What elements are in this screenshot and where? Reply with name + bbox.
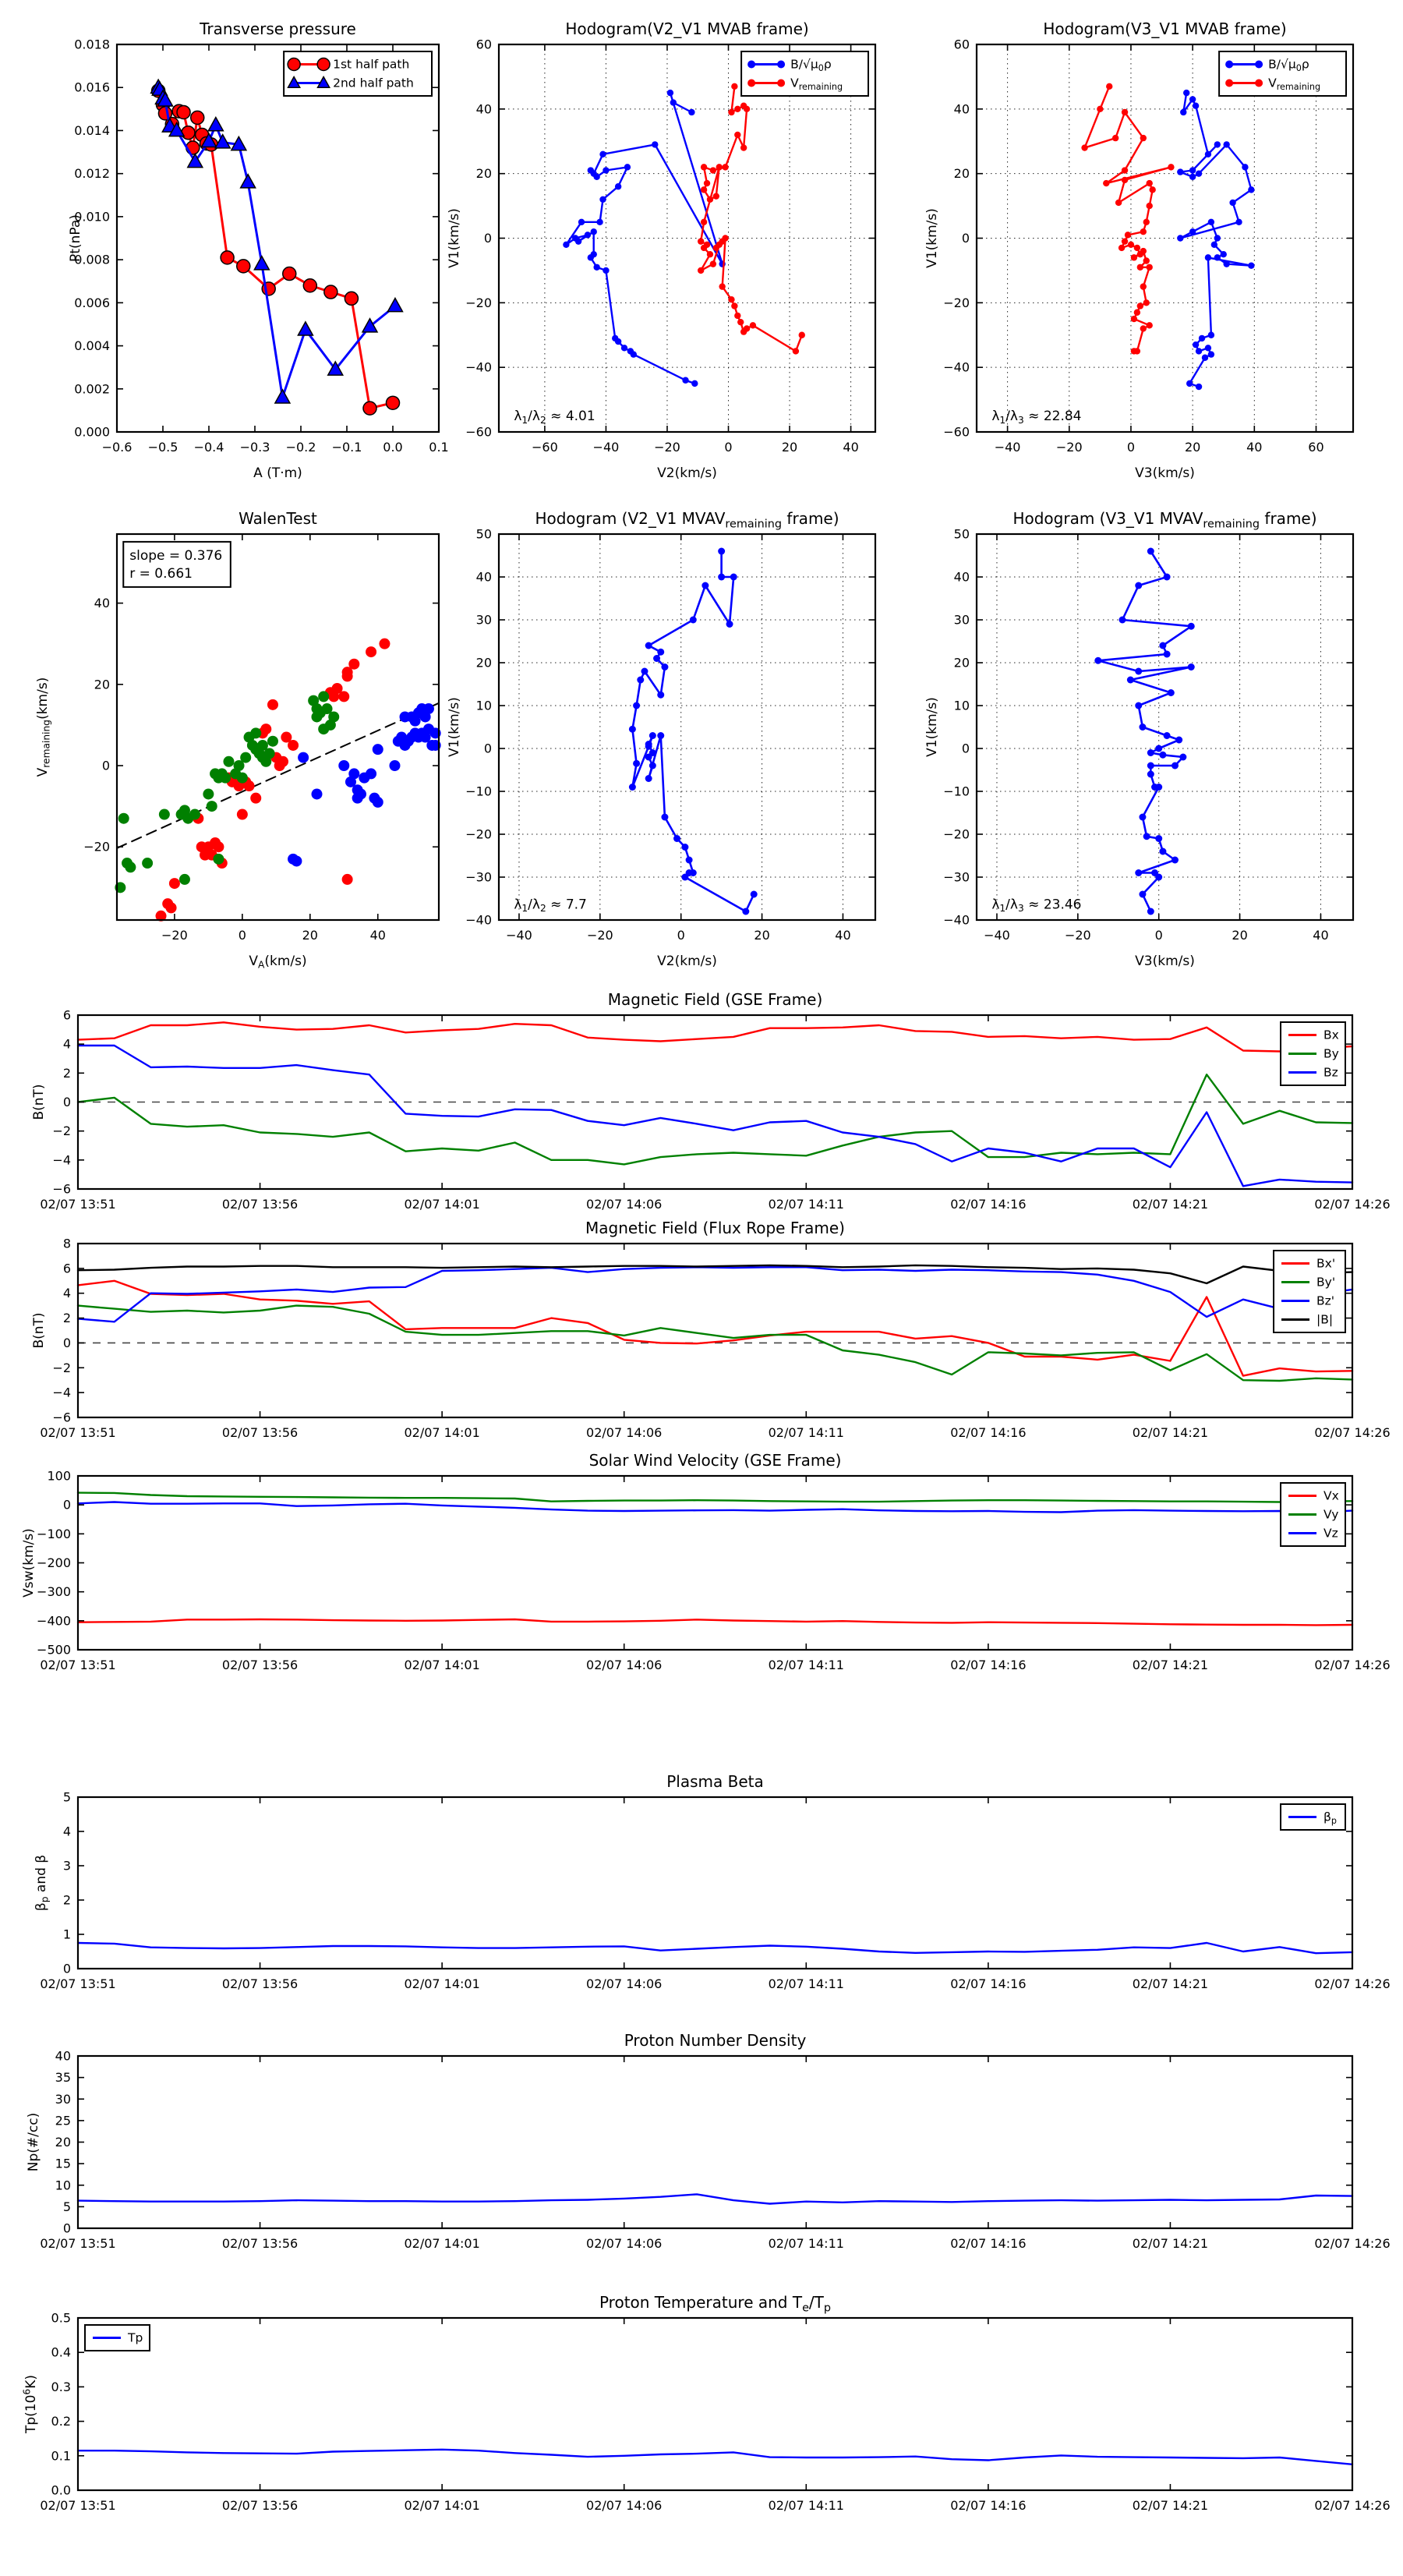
svg-text:Plasma Beta: Plasma Beta: [666, 1772, 764, 1791]
svg-text:−0.5: −0.5: [147, 440, 178, 455]
svg-text:Hodogram (V3_V1 MVAVremaining: Hodogram (V3_V1 $MVAV_{remaining}$ frame): [1012, 509, 1317, 531]
svg-text:0: 0: [62, 1335, 71, 1350]
svg-text:−60: −60: [532, 440, 558, 455]
svg-text:60: 60: [1308, 440, 1324, 455]
svg-text:2: 2: [62, 1065, 71, 1081]
svg-text:0: 0: [62, 1497, 71, 1513]
svg-text:3: 3: [62, 1858, 71, 1874]
svg-text:6: 6: [62, 1261, 71, 1276]
svg-text:02/07 13:56: 02/07 13:56: [221, 1425, 299, 1440]
proton-number-density: [26, 2031, 1391, 2251]
svg-text:02/07 14:26: 02/07 14:26: [1314, 1197, 1391, 1212]
svg-text:−60: −60: [943, 424, 970, 440]
svg-text:−40: −40: [465, 912, 492, 928]
svg-text:02/07 14:01: 02/07 14:01: [404, 1425, 480, 1440]
walen-test: [35, 509, 441, 971]
svg-text:02/07 13:51: 02/07 13:51: [40, 1658, 116, 1672]
svg-text:02/07 14:16: 02/07 14:16: [950, 1976, 1027, 1991]
svg-text:40: 40: [475, 101, 492, 117]
svg-text:0: 0: [101, 758, 110, 773]
svg-text:0: 0: [483, 741, 492, 756]
svg-text:30: 30: [475, 612, 492, 628]
svg-text:20: 20: [953, 166, 970, 182]
svg-text:Vremaining: $V_{remaining}$: [1268, 76, 1321, 92]
svg-text:02/07 13:51: 02/07 13:51: [40, 1197, 116, 1212]
svg-text:0.018: 0.018: [74, 37, 110, 52]
svg-text:10: 10: [475, 698, 492, 713]
svg-text:02/07 14:16: 02/07 14:16: [950, 1197, 1027, 1212]
svg-text:40: 40: [1246, 440, 1263, 455]
svg-text:0: 0: [62, 1961, 71, 1976]
svg-text:−500: −500: [37, 1642, 71, 1658]
hodogram-v3v1-mvav: [924, 509, 1353, 969]
svg-text:40: 40: [94, 596, 110, 611]
svg-text:0.004: 0.004: [74, 338, 110, 354]
svg-text:Hodogram (V2_V1 MVAVremaining: Hodogram (V2_V1 $MVAV_{remaining}$ frame): [535, 509, 839, 531]
svg-text:4: 4: [62, 1824, 71, 1839]
svg-text:0.2: 0.2: [51, 2414, 71, 2429]
svg-text:Magnetic Field (Flux Rope Fram: Magnetic Field (Flux Rope Frame): [585, 1219, 845, 1237]
svg-text:8: 8: [62, 1236, 71, 1251]
svg-text:4: 4: [62, 1286, 71, 1301]
svg-text:02/07 14:26: 02/07 14:26: [1314, 2236, 1391, 2251]
svg-text:40: 40: [843, 440, 859, 455]
svg-text:5: 5: [62, 2199, 71, 2214]
svg-text:Vz: Vz: [1323, 1526, 1338, 1541]
svg-text:0.4: 0.4: [51, 2344, 71, 2360]
svg-text:|B|: |B|: [1316, 1312, 1334, 1327]
svg-text:10: 10: [953, 698, 970, 713]
svg-text:λ1/λ3 ≈ 23.46: $\lambda_1/\lambda_3 \approx 23.46$: [991, 897, 1082, 915]
svg-text:−100: −100: [37, 1526, 71, 1541]
hodogram-v2v1-mvab: [447, 19, 875, 481]
svg-text:20: 20: [1184, 440, 1201, 455]
svg-text:0.5: 0.5: [51, 2310, 71, 2326]
svg-text:02/07 14:06: 02/07 14:06: [586, 1425, 663, 1440]
svg-text:0: 0: [62, 1095, 71, 1109]
svg-text:20: 20: [1232, 928, 1248, 943]
svg-text:Transverse pressure: Transverse pressure: [200, 19, 356, 38]
svg-text:V2(km/s): V2(km/s): [657, 465, 717, 481]
svg-text:−4: −4: [52, 1152, 71, 1168]
svg-text:02/07 14:16: 02/07 14:16: [950, 1658, 1027, 1672]
svg-text:60: 60: [953, 37, 970, 52]
svg-text:40: 40: [1313, 928, 1329, 943]
svg-text:λ1/λ2 ≈ 7.7: $\lambda_1/\lambda_2 \approx 7.7$: [514, 897, 587, 915]
svg-text:Bx': Bx': [1316, 1256, 1336, 1271]
svg-text:40: 40: [55, 2048, 71, 2064]
svg-text:−30: −30: [465, 869, 492, 885]
svg-text:15: 15: [55, 2156, 71, 2171]
svg-text:−20: −20: [465, 295, 492, 310]
svg-text:Proton Temperature and Te/Tp: Proton Temperature and $T_e/T_p$: [599, 2293, 832, 2315]
svg-text:02/07 13:56: 02/07 13:56: [221, 1197, 299, 1212]
svg-text:20: 20: [953, 655, 970, 671]
svg-text:−20: −20: [943, 826, 970, 842]
svg-text:Bx: Bx: [1323, 1028, 1339, 1042]
svg-text:V1(km/s): V1(km/s): [924, 208, 940, 268]
svg-text:02/07 14:26: 02/07 14:26: [1314, 1658, 1391, 1672]
svg-text:−2: −2: [52, 1360, 71, 1375]
svg-text:By': By': [1316, 1275, 1336, 1290]
magnetic-field-gse: [31, 990, 1391, 1212]
svg-text:V1(km/s): V1(km/s): [447, 208, 462, 268]
svg-text:02/07 14:11: 02/07 14:11: [768, 1976, 844, 1991]
svg-text:02/07 14:11: 02/07 14:11: [768, 2498, 844, 2513]
svg-text:Hodogram(V2_V1 MVAB frame): Hodogram(V2_V1 MVAB frame): [565, 19, 809, 38]
svg-text:−200: −200: [37, 1555, 71, 1570]
svg-text:0.3: 0.3: [51, 2379, 71, 2394]
svg-text:−40: −40: [943, 912, 970, 928]
svg-text:−400: −400: [37, 1613, 71, 1629]
svg-text:λ1/λ2 ≈ 4.01: $\lambda_1/\lambda_2 \approx 4.01$: [514, 409, 595, 426]
svg-text:−40: −40: [943, 359, 970, 375]
svg-text:02/07 14:21: 02/07 14:21: [1132, 1976, 1209, 1991]
transverse-pressure: [68, 19, 449, 481]
svg-text:−6: −6: [52, 1410, 71, 1425]
svg-text:slope = 0.376: slope = 0.376: [129, 547, 223, 564]
magnetic-field-flux-rope: [31, 1219, 1391, 1440]
svg-text:0.0: 0.0: [383, 440, 403, 455]
svg-text:0.1: 0.1: [429, 440, 449, 455]
svg-text:−20: −20: [654, 440, 680, 455]
svg-text:Bz: Bz: [1323, 1065, 1338, 1080]
svg-text:−20: −20: [83, 839, 110, 855]
svg-text:02/07 14:21: 02/07 14:21: [1132, 2236, 1209, 2251]
svg-text:02/07 14:11: 02/07 14:11: [768, 1197, 844, 1212]
svg-text:02/07 13:56: 02/07 13:56: [221, 2498, 299, 2513]
svg-text:02/07 14:26: 02/07 14:26: [1314, 1976, 1391, 1991]
svg-text:0.1: 0.1: [51, 2448, 71, 2464]
svg-text:02/07 13:51: 02/07 13:51: [40, 1425, 116, 1440]
svg-text:−20: −20: [465, 826, 492, 842]
svg-text:100: 100: [47, 1468, 71, 1484]
svg-text:2nd half path: 2nd half path: [333, 76, 414, 90]
svg-text:WalenTest: WalenTest: [239, 509, 317, 528]
svg-text:02/07 14:21: 02/07 14:21: [1132, 1658, 1209, 1672]
svg-text:02/07 13:51: 02/07 13:51: [40, 1976, 116, 1991]
svg-text:02/07 14:01: 02/07 14:01: [404, 2498, 480, 2513]
svg-text:−10: −10: [465, 784, 492, 799]
svg-text:B(nT): B(nT): [31, 1312, 47, 1349]
svg-text:−0.2: −0.2: [285, 440, 316, 455]
svg-text:−0.6: −0.6: [101, 440, 133, 455]
svg-text:02/07 13:56: 02/07 13:56: [221, 1658, 299, 1672]
svg-text:V3(km/s): V3(km/s): [1135, 465, 1195, 481]
svg-text:4: 4: [62, 1036, 71, 1052]
svg-text:0.012: 0.012: [74, 166, 110, 182]
svg-text:30: 30: [953, 612, 970, 628]
svg-text:2: 2: [62, 1892, 71, 1908]
plasma-beta: [34, 1772, 1391, 1991]
svg-text:r = 0.661: r = 0.661: [129, 565, 193, 582]
svg-text:−6: −6: [52, 1181, 71, 1197]
svg-text:0: 0: [961, 231, 970, 246]
svg-text:0: 0: [238, 928, 246, 943]
svg-text:V3(km/s): V3(km/s): [1135, 954, 1195, 969]
svg-text:2: 2: [62, 1311, 71, 1326]
svg-text:25: 25: [55, 2113, 71, 2128]
svg-text:0.000: 0.000: [74, 424, 110, 440]
svg-text:02/07 14:01: 02/07 14:01: [404, 1658, 480, 1672]
svg-text:40: 40: [953, 569, 970, 585]
svg-text:−4: −4: [52, 1385, 71, 1400]
svg-text:B(nT): B(nT): [31, 1084, 47, 1120]
svg-text:−20: −20: [1064, 928, 1091, 943]
svg-text:50: 50: [475, 526, 492, 542]
svg-text:V2(km/s): V2(km/s): [657, 954, 717, 969]
svg-text:02/07 13:56: 02/07 13:56: [221, 1976, 299, 1991]
svg-text:02/07 14:26: 02/07 14:26: [1314, 1425, 1391, 1440]
svg-text:V1(km/s): V1(km/s): [447, 697, 462, 757]
svg-text:20: 20: [94, 677, 110, 692]
svg-text:−2: −2: [52, 1123, 71, 1139]
svg-text:02/07 14:11: 02/07 14:11: [768, 1658, 844, 1672]
svg-text:0: 0: [1126, 440, 1136, 455]
svg-text:20: 20: [475, 166, 492, 182]
svg-text:λ1/λ3 ≈ 22.84: $\lambda_1/\lambda_3 \approx 22.84$: [991, 409, 1082, 426]
svg-text:40: 40: [835, 928, 851, 943]
svg-text:02/07 13:56: 02/07 13:56: [221, 2236, 299, 2251]
svg-text:Vy: Vy: [1323, 1507, 1339, 1522]
svg-text:02/07 13:51: 02/07 13:51: [40, 2498, 116, 2513]
svg-text:02/07 14:06: 02/07 14:06: [586, 2236, 663, 2251]
svg-text:02/07 14:21: 02/07 14:21: [1132, 2498, 1209, 2513]
svg-text:Pt(nPa): Pt(nPa): [68, 214, 83, 262]
svg-text:5: 5: [62, 1789, 71, 1805]
svg-text:VA(km/s): $V_A(km/s)$: [249, 954, 307, 971]
svg-text:Solar Wind Velocity (GSE Frame: Solar Wind Velocity (GSE Frame): [588, 1451, 842, 1470]
svg-text:Vx: Vx: [1323, 1488, 1339, 1503]
svg-text:02/07 14:21: 02/07 14:21: [1132, 1425, 1209, 1440]
svg-text:0: 0: [483, 231, 492, 246]
svg-text:Magnetic Field (GSE Frame): Magnetic Field (GSE Frame): [607, 990, 823, 1009]
svg-text:50: 50: [953, 526, 970, 542]
svg-text:Vsw(km/s): Vsw(km/s): [21, 1528, 37, 1598]
hodogram-v3v1-mvab: [924, 19, 1353, 481]
svg-text:6: 6: [62, 1007, 71, 1023]
svg-text:−20: −20: [161, 928, 188, 943]
svg-text:40: 40: [953, 101, 970, 117]
svg-text:60: 60: [475, 37, 492, 52]
svg-text:02/07 14:11: 02/07 14:11: [768, 1425, 844, 1440]
svg-text:0: 0: [62, 2220, 71, 2236]
svg-text:−30: −30: [943, 869, 970, 885]
svg-text:20: 20: [475, 655, 492, 671]
svg-text:Proton Number Density: Proton Number Density: [624, 2031, 807, 2050]
svg-text:B/√μ0ρ: $B/√\mu_0\rho$: [790, 57, 832, 73]
svg-text:−40: −40: [592, 440, 620, 455]
svg-text:02/07 14:06: 02/07 14:06: [586, 1976, 663, 1991]
svg-text:−60: −60: [465, 424, 492, 440]
svg-text:10: 10: [55, 2178, 71, 2193]
svg-text:Np(#/cc): Np(#/cc): [26, 2112, 41, 2172]
svg-text:0.010: 0.010: [74, 209, 110, 225]
svg-text:Bz': Bz': [1316, 1293, 1335, 1308]
svg-text:02/07 13:51: 02/07 13:51: [40, 2236, 116, 2251]
svg-text:βp: $\beta_p$: [1323, 1810, 1338, 1826]
svg-text:Tp(106K): $Tp(10^6K)$: [21, 2374, 39, 2434]
svg-text:02/07 14:16: 02/07 14:16: [950, 2236, 1027, 2251]
svg-text:−300: −300: [37, 1584, 71, 1600]
svg-text:βp and β: $\beta_p$ and β: [34, 1854, 51, 1912]
svg-text:0.014: 0.014: [74, 122, 110, 138]
svg-text:0.0: 0.0: [51, 2482, 71, 2498]
svg-text:20: 20: [781, 440, 798, 455]
svg-text:0.006: 0.006: [74, 295, 110, 310]
svg-text:Hodogram(V3_V1 MVAB frame): Hodogram(V3_V1 MVAB frame): [1043, 19, 1287, 38]
svg-text:B/√μ0ρ: $B/√\mu_0\rho$: [1268, 57, 1309, 73]
svg-text:−20: −20: [586, 928, 613, 943]
svg-text:−10: −10: [943, 784, 970, 799]
svg-text:40: 40: [369, 928, 386, 943]
svg-text:20: 20: [754, 928, 770, 943]
svg-text:02/07 14:06: 02/07 14:06: [586, 1658, 663, 1672]
svg-text:1: 1: [62, 1927, 71, 1942]
svg-text:0: 0: [961, 741, 970, 756]
svg-text:−40: −40: [994, 440, 1021, 455]
svg-text:30: 30: [55, 2091, 71, 2107]
hodogram-v2v1-mvav: [447, 509, 875, 969]
svg-text:By: By: [1323, 1046, 1339, 1061]
svg-text:0.002: 0.002: [74, 381, 110, 397]
svg-text:0.008: 0.008: [74, 252, 110, 267]
svg-text:−0.3: −0.3: [239, 440, 270, 455]
svg-text:35: 35: [55, 2070, 71, 2086]
svg-text:−40: −40: [465, 359, 492, 375]
svg-text:02/07 14:26: 02/07 14:26: [1314, 2498, 1391, 2513]
svg-text:−20: −20: [943, 295, 970, 310]
svg-text:Vremaining: $V_{remaining}$: [790, 76, 843, 92]
svg-text:−0.1: −0.1: [331, 440, 362, 455]
svg-text:0: 0: [677, 928, 685, 943]
svg-text:0: 0: [1154, 928, 1163, 943]
svg-text:02/07 14:21: 02/07 14:21: [1132, 1197, 1209, 1212]
svg-text:02/07 14:06: 02/07 14:06: [586, 2498, 663, 2513]
svg-text:02/07 14:06: 02/07 14:06: [586, 1197, 663, 1212]
svg-text:02/07 14:01: 02/07 14:01: [404, 2236, 480, 2251]
svg-text:02/07 14:16: 02/07 14:16: [950, 2498, 1027, 2513]
svg-text:02/07 14:01: 02/07 14:01: [404, 1976, 480, 1991]
svg-text:Vremaining(km/s): $V_{remaining}(km/s)$: [35, 677, 52, 777]
svg-text:−20: −20: [1055, 440, 1083, 455]
svg-text:A (T·m): A (T·m): [253, 465, 302, 481]
svg-text:−40: −40: [506, 928, 532, 943]
svg-text:1st half path: 1st half path: [333, 57, 410, 72]
svg-text:V1(km/s): V1(km/s): [924, 697, 940, 757]
solar-wind-velocity: [21, 1451, 1391, 1672]
svg-text:40: 40: [475, 569, 492, 585]
svg-text:20: 20: [55, 2135, 71, 2150]
svg-text:0.016: 0.016: [74, 80, 110, 95]
proton-temperature: [22, 2293, 1391, 2513]
svg-text:02/07 14:16: 02/07 14:16: [950, 1425, 1027, 1440]
svg-text:20: 20: [302, 928, 318, 943]
svg-text:02/07 14:11: 02/07 14:11: [768, 2236, 844, 2251]
svg-text:−0.4: −0.4: [193, 440, 224, 455]
svg-text:0: 0: [724, 440, 733, 455]
svg-text:Tp: Tp: [128, 2330, 143, 2345]
svg-text:−40: −40: [984, 928, 1010, 943]
svg-text:02/07 14:01: 02/07 14:01: [404, 1197, 480, 1212]
